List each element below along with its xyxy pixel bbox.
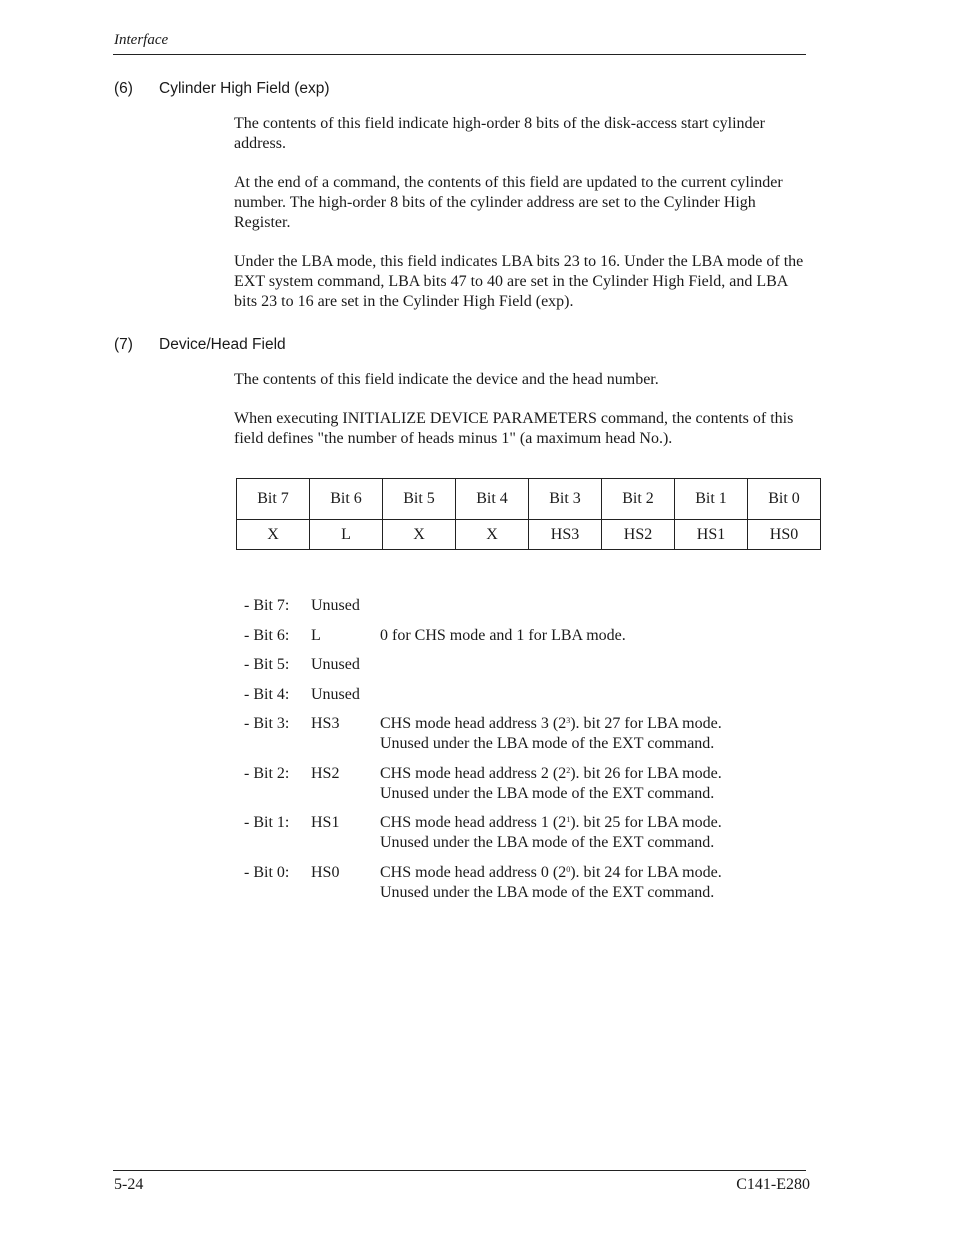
bit-name: L — [311, 626, 321, 644]
bit-label: - Bit 0: — [244, 863, 290, 881]
bit-description — [380, 764, 804, 804]
bit-table-header-row — [237, 479, 821, 520]
bit-description — [380, 813, 804, 853]
bit-exponent: 1 — [566, 815, 571, 824]
section-6-title: Cylinder High Field (exp) — [159, 80, 330, 97]
bit-value-cell: HS2 — [602, 520, 675, 550]
bit-label: - Bit 7: — [244, 597, 290, 614]
bit-description — [380, 655, 804, 675]
section-7-title: Device/Head Field — [159, 336, 286, 353]
bit-header-cell: Bit 2 — [602, 479, 675, 520]
bit-description-item — [244, 685, 804, 705]
bit-label: - Bit 1: — [244, 814, 290, 831]
bit-description — [380, 685, 804, 705]
bit-header-cell: Bit 0 — [748, 479, 821, 520]
bit-label: - Bit 6: — [244, 626, 290, 644]
bit-value-cell: HS1 — [675, 520, 748, 550]
section-6-number: (6) — [114, 80, 133, 97]
bit-description — [380, 596, 804, 616]
section-6-paragraph-3: Under the LBA mode, this field indicates LBA bits 23 to 16. Under the LBA mode of the EXT system command, LBA bits 47 to 40 are set in the Cylinder High Field, and LBA bits 23 to 16 are set in the Cylinder High Field (exp). — [234, 253, 804, 310]
bit-description-item — [244, 655, 804, 675]
bit-label: - Bit 4: — [244, 685, 290, 703]
bit-value-cell: X — [456, 520, 529, 550]
section-7-paragraph-1: The contents of this field indicate the device and the head number. — [234, 371, 659, 388]
bit-description — [380, 863, 804, 903]
footer-rule — [113, 1170, 806, 1171]
header-rule — [113, 54, 806, 55]
bit-description-list — [244, 596, 804, 912]
bit-description-text: CHS mode head address 3 (2 — [380, 715, 567, 732]
section-7-heading — [114, 336, 286, 354]
section-6-paragraph-1: The contents of this field indicate high-order 8 bits of the disk-access start cylinder address. — [234, 115, 765, 152]
bit-name: HS3 — [311, 715, 340, 732]
bit-header-cell: Bit 4 — [456, 479, 529, 520]
bit-name: Unused — [311, 656, 360, 673]
bit-description-text: ). bit 26 for LBA mode. — [570, 764, 722, 782]
bit-value-cell: X — [237, 520, 310, 550]
bit-label: - Bit 3: — [244, 715, 290, 732]
bit-description-item — [244, 596, 804, 616]
bit-name: Unused — [311, 685, 360, 703]
bit-header-cell: Bit 6 — [310, 479, 383, 520]
bit-description-text: ). bit 24 for LBA mode. — [570, 863, 722, 881]
bit-description: 0 for CHS mode and 1 for LBA mode. — [380, 626, 626, 644]
bit-value-cell: HS3 — [529, 520, 602, 550]
bit-name: HS1 — [311, 814, 340, 831]
bit-description-item — [244, 714, 804, 754]
bit-exponent: 0 — [566, 864, 571, 874]
bit-description-text: CHS mode head address 0 (2 — [380, 863, 567, 881]
bit-description-item — [244, 764, 804, 804]
bit-description-line-2: Unused under the LBA mode of the EXT command. — [380, 834, 715, 851]
page-number: 5-24 — [114, 1176, 144, 1193]
section-7-paragraph-2: When executing INITIALIZE DEVICE PARAMETERS command, the contents of this field defines "the number of heads minus 1" (a maximum head No.). — [234, 410, 794, 447]
bit-description-text: CHS mode head address 1 (2 — [380, 814, 567, 831]
bit-description-item — [244, 626, 804, 646]
section-6-heading — [114, 80, 330, 98]
bit-description-text: ). bit 27 for LBA mode. — [570, 715, 722, 732]
bit-header-cell: Bit 1 — [675, 479, 748, 520]
section-6-paragraph-2: At the end of a command, the contents of this field are updated to the current cylinder number. The high-order 8 bits of the cylinder address are set to the Cylinder High Register. — [234, 174, 783, 231]
bit-value-cell: HS0 — [748, 520, 821, 550]
bit-description-text: ). bit 25 for LBA mode. — [570, 814, 722, 831]
bit-description-line-2: Unused under the LBA mode of the EXT command. — [380, 883, 715, 901]
bit-value-cell: X — [383, 520, 456, 550]
document-id: C141-E280 — [736, 1176, 810, 1193]
bit-description — [380, 714, 804, 754]
bit-description-item — [244, 863, 804, 903]
running-header: Interface — [114, 32, 169, 48]
bit-value-cell: L — [310, 520, 383, 550]
section-7-number: (7) — [114, 336, 133, 353]
device-head-bit-table — [236, 478, 821, 550]
bit-label: - Bit 5: — [244, 656, 290, 673]
bit-header-cell: Bit 5 — [383, 479, 456, 520]
bit-description-line-2: Unused under the LBA mode of the EXT command. — [380, 784, 715, 802]
bit-description-item — [244, 813, 804, 853]
bit-label: - Bit 2: — [244, 764, 290, 782]
bit-name: HS0 — [311, 863, 340, 881]
bit-description-line-2: Unused under the LBA mode of the EXT command. — [380, 735, 715, 752]
bit-name: Unused — [311, 597, 360, 614]
bit-header-cell: Bit 7 — [237, 479, 310, 520]
bit-description-text: CHS mode head address 2 (2 — [380, 764, 567, 782]
bit-table-value-row — [237, 520, 821, 550]
bit-exponent: 2 — [566, 765, 571, 775]
bit-exponent: 3 — [566, 716, 571, 725]
bit-name: HS2 — [311, 764, 340, 782]
bit-header-cell: Bit 3 — [529, 479, 602, 520]
